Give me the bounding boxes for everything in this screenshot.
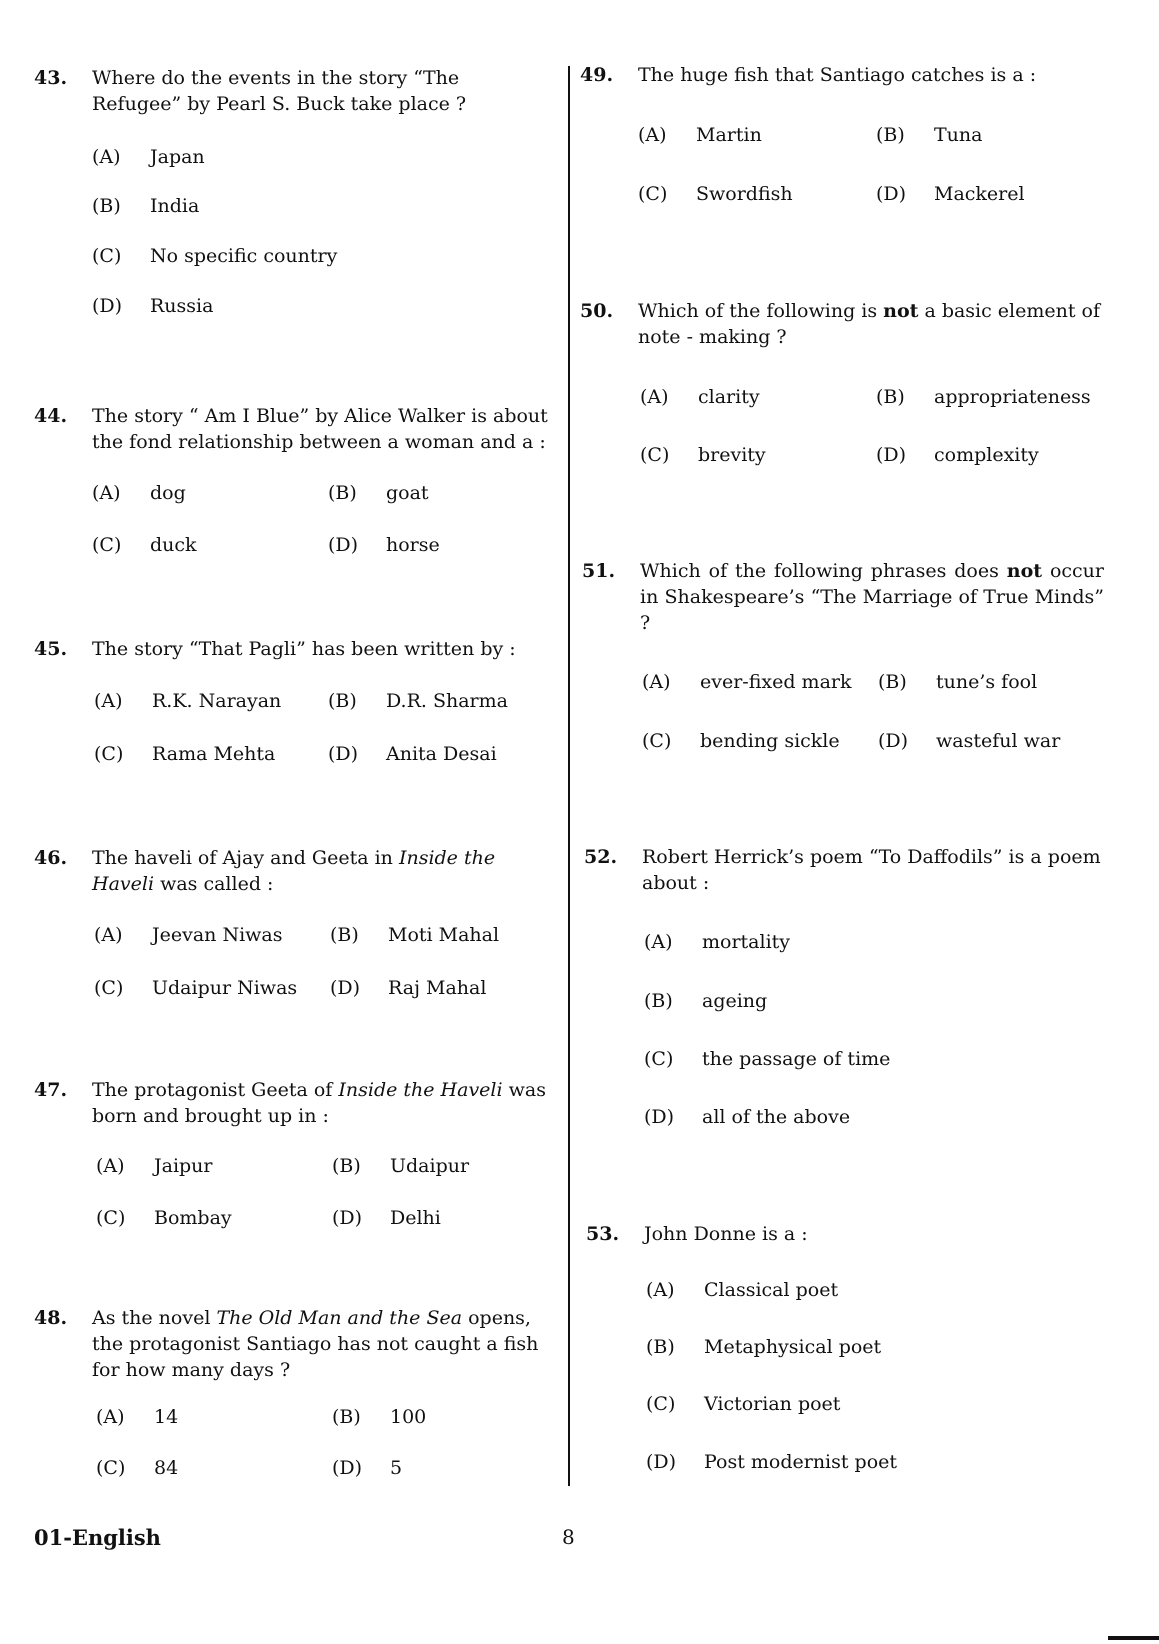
- page-number: 8: [562, 1525, 575, 1549]
- option-45-b: (B) D.R. Sharma: [328, 690, 508, 712]
- option-53-a: (A) Classical poet: [646, 1279, 839, 1301]
- option-48-b: (B) 100: [332, 1406, 427, 1428]
- option-46-a: (A) Jeevan Niwas: [94, 924, 283, 946]
- option-49-b: (B) Tuna: [876, 124, 983, 146]
- option-47-d: (D) Delhi: [332, 1207, 441, 1229]
- option-43-d: (D) Russia: [92, 295, 214, 317]
- option-46-d: (D) Raj Mahal: [330, 977, 487, 999]
- question-text: The protagonist Geeta of Inside the Haveli was born and brought up in :: [92, 1079, 546, 1127]
- question-number: 48.: [34, 1307, 68, 1329]
- option-45-a: (A) R.K. Narayan: [94, 690, 282, 712]
- option-47-b: (B) Udaipur: [332, 1155, 470, 1177]
- question-number: 44.: [34, 405, 68, 427]
- option-52-d: (D) all of the above: [644, 1106, 851, 1128]
- option-51-d: (D) wasteful war: [878, 730, 1061, 752]
- question-number: 46.: [34, 847, 68, 869]
- option-53-b: (B) Metaphysical poet: [646, 1336, 882, 1358]
- corner-mark: [1108, 1636, 1159, 1640]
- option-43-c: (C) No specific country: [92, 245, 338, 267]
- option-49-c: (C) Swordfish: [638, 183, 793, 205]
- option-48-c: (C) 84: [96, 1457, 179, 1479]
- question-text: The haveli of Ajay and Geeta in Inside the Haveli was called :: [92, 847, 496, 895]
- option-46-c: (C) Udaipur Niwas: [94, 977, 298, 999]
- option-50-b: (B) appropriateness: [876, 386, 1091, 408]
- column-divider: [568, 66, 570, 1486]
- option-44-d: (D) horse: [328, 534, 440, 556]
- option-44-c: (C) duck: [92, 534, 197, 556]
- option-45-d: (D) Anita Desai: [328, 743, 497, 765]
- option-50-a: (A) clarity: [640, 386, 760, 408]
- question-number: 52.: [584, 846, 618, 868]
- question-text: Robert Herrick’s poem “To Daffodils” is a poem about :: [642, 846, 1101, 894]
- question-text: Where do the events in the story “The Refugee” by Pearl S. Buck take place ?: [92, 67, 467, 115]
- option-43-a: (A) Japan: [92, 146, 205, 168]
- question-text: Which of the following phrases does not occur in Shakespeare’s “The Marriage of True Minds” ?: [640, 560, 1104, 634]
- option-51-b: (B) tune’s fool: [878, 671, 1038, 693]
- question-text: John Donne is a :: [644, 1223, 808, 1245]
- option-50-c: (C) brevity: [640, 444, 766, 466]
- option-47-c: (C) Bombay: [96, 1207, 232, 1229]
- question-number: 45.: [34, 638, 68, 660]
- option-51-c: (C) bending sickle: [642, 730, 840, 752]
- question-number: 43.: [34, 67, 68, 89]
- question-text: The story “That Pagli” has been written by :: [92, 638, 516, 660]
- option-52-b: (B) ageing: [644, 990, 768, 1012]
- option-47-a: (A) Jaipur: [96, 1155, 213, 1177]
- option-48-d: (D) 5: [332, 1457, 403, 1479]
- option-53-c: (C) Victorian poet: [646, 1393, 841, 1415]
- option-48-a: (A) 14: [96, 1406, 179, 1428]
- option-50-d: (D) complexity: [876, 444, 1039, 466]
- option-52-a: (A) mortality: [644, 931, 791, 953]
- question-text: The huge fish that Santiago catches is a :: [638, 64, 1037, 86]
- question-text: Which of the following is not a basic element of note - making ?: [638, 300, 1101, 348]
- question-number: 47.: [34, 1079, 68, 1101]
- question-text: The story “ Am I Blue” by Alice Walker is about the fond relationship between a woman and a :: [92, 405, 548, 453]
- question-text: As the novel The Old Man and the Sea opens, the protagonist Santiago has not caught a fish for how many days ?: [92, 1307, 539, 1381]
- option-49-d: (D) Mackerel: [876, 183, 1025, 205]
- option-43-b: (B) India: [92, 195, 200, 217]
- option-52-c: (C) the passage of time: [644, 1048, 891, 1070]
- question-number: 53.: [586, 1223, 620, 1245]
- question-number: 49.: [580, 64, 614, 86]
- option-49-a: (A) Martin: [638, 124, 762, 146]
- option-53-d: (D) Post modernist poet: [646, 1451, 898, 1473]
- option-44-a: (A) dog: [92, 482, 186, 504]
- option-44-b: (B) goat: [328, 482, 429, 504]
- option-51-a: (A) ever-fixed mark: [642, 671, 852, 693]
- option-46-b: (B) Moti Mahal: [330, 924, 500, 946]
- question-number: 50.: [580, 300, 614, 322]
- footer-subject: 01-English: [34, 1525, 161, 1550]
- question-number: 51.: [582, 560, 616, 582]
- option-45-c: (C) Rama Mehta: [94, 743, 276, 765]
